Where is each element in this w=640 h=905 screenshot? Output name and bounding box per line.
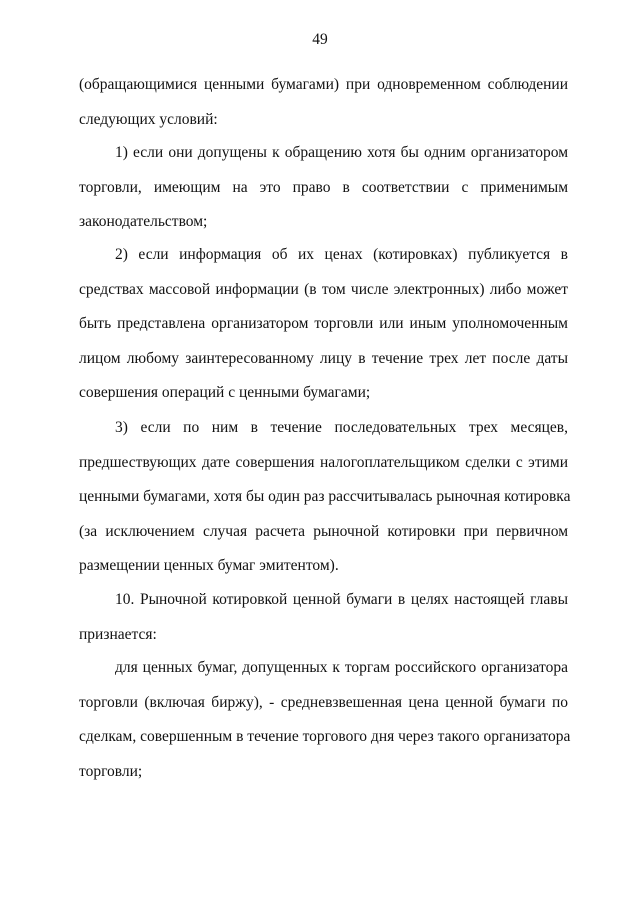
paragraph-condition-1 (79, 136, 568, 240)
paragraph-condition-2 (79, 238, 568, 411)
text-line: предшествующих дате совершения налогоплательщиком сделки с этими (79, 453, 568, 471)
paragraph-condition-3 (79, 411, 571, 584)
text-line: 1) если они допущены к обращению хотя бы одним организатором (115, 144, 568, 161)
text-line: торговли; (79, 762, 143, 780)
text-line: для ценных бумаг, допущенных к торгам российского организатора (115, 659, 568, 676)
text-line: 10. Рыночной котировкой ценной бумаги в целях настоящей главы (115, 591, 568, 608)
paragraph-market-quote-definition (79, 651, 571, 789)
text-line: торговли (включая биржу), - средневзвешенная цена ценной бумаги по (79, 693, 568, 711)
text-line: законодательством; (79, 213, 208, 231)
paragraph-item-10 (79, 583, 568, 652)
text-line: 3) если по ним в течение последовательных трех месяцев, (115, 419, 568, 436)
text-line: 2) если информация об их ценах (котировках) публикуется в (115, 246, 568, 263)
text-line: признается: (79, 625, 157, 643)
text-line: совершения операций с ценными бумагами; (79, 384, 371, 402)
page-number: 49 (312, 31, 328, 48)
text-line: сделкам, совершенным в течение торгового дня через такого организатора (79, 728, 571, 746)
text-line: (обращающимися ценными бумагами) при одновременном соблюдении (79, 76, 568, 93)
text-line: размещении ценных бумаг эмитентом). (79, 557, 339, 575)
text-line: лицом любому заинтересованному лицу в течение трех лет после даты (79, 349, 568, 367)
text-line: быть представлена организатором торговли или иным уполномоченным (79, 315, 568, 333)
text-line: (за исключением случая расчета рыночной котировки при первичном (79, 522, 568, 540)
text-line: следующих условий: (79, 110, 218, 128)
text-line: торговли, имеющим на это право в соответствии с применимым (79, 178, 568, 196)
text-line: ценными бумагами, хотя бы один раз рассчитывалась рыночная котировка (79, 488, 571, 506)
text-line: средствах массовой информации (в том числе электронных) либо может (79, 280, 568, 298)
paragraph-continuation (79, 68, 568, 137)
